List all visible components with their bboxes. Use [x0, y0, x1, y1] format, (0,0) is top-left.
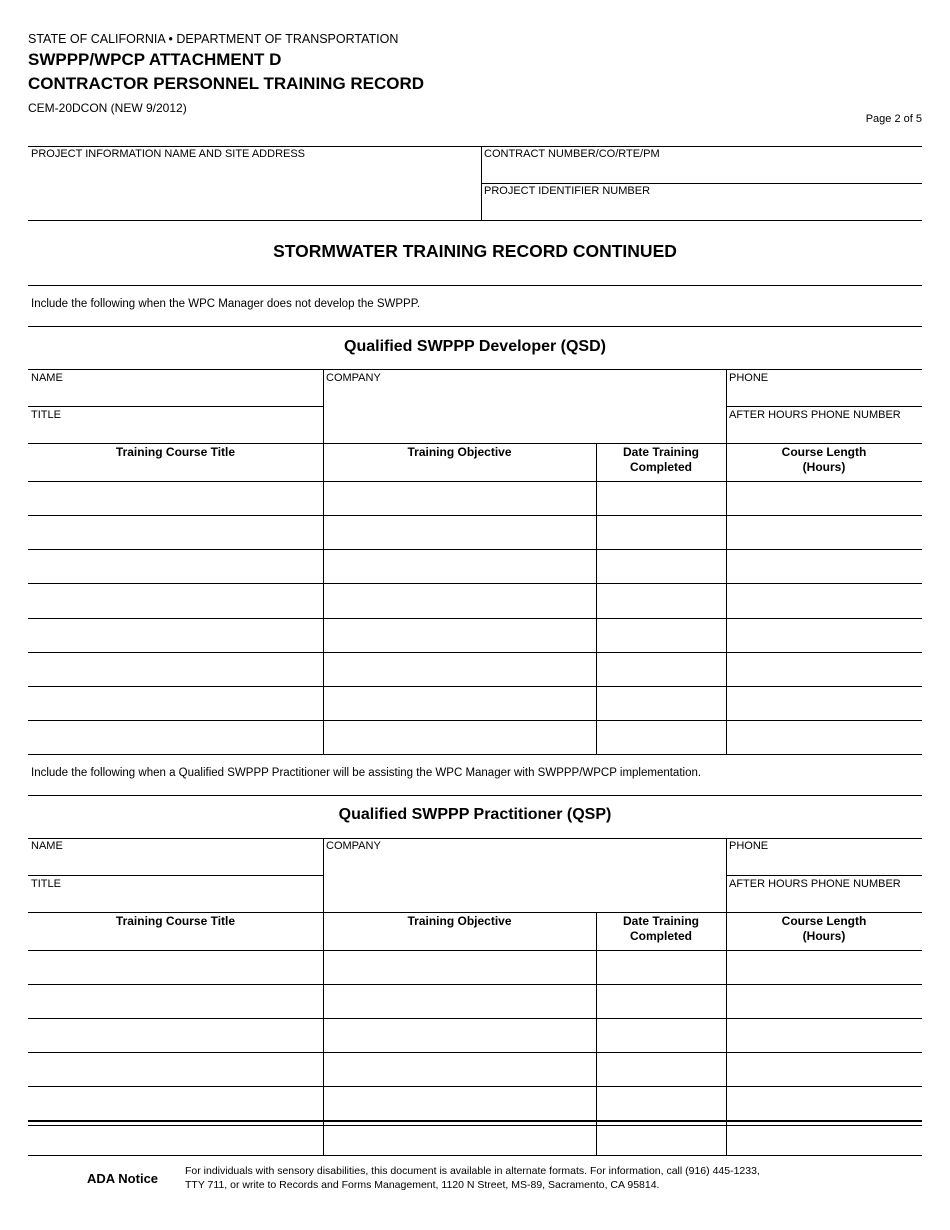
- qsd-title-field[interactable]: [28, 421, 322, 442]
- qsd-table-row[interactable]: [28, 721, 922, 754]
- ada-notice-label: ADA Notice: [87, 1171, 159, 1186]
- page-number: Page 2 of 5: [865, 113, 922, 125]
- qsd-phone-field[interactable]: [727, 384, 922, 405]
- qsd-name-label: NAME: [31, 372, 63, 384]
- qsd-name-field[interactable]: [28, 384, 322, 405]
- qsp-title-field[interactable]: [28, 890, 322, 911]
- qsp-table-row[interactable]: [28, 1087, 922, 1119]
- qsd-title-label: TITLE: [31, 409, 61, 421]
- qsp-col-length-line1: Course Length: [781, 914, 867, 928]
- qsd-section-title: Qualified SWPPP Developer (QSD): [344, 338, 606, 355]
- qsp-company-field[interactable]: [324, 853, 725, 911]
- qsd-col-length-line1: Course Length: [781, 445, 867, 459]
- contract-number-label: CONTRACT NUMBER/CO/RTE/PM: [484, 148, 660, 160]
- qsp-col-length: [726, 914, 922, 944]
- qsp-note: Include the following when a Qualified SWPPP Practitioner will be assisting the WPC Manager with SWPPP/WPCP implementation.: [31, 767, 702, 779]
- form-title-line1: SWPPP/WPCP ATTACHMENT D: [28, 50, 282, 69]
- qsd-table-row[interactable]: [28, 687, 922, 720]
- qsp-table-row[interactable]: [28, 1126, 922, 1155]
- qsd-col-course-title: Training Course Title: [115, 445, 236, 459]
- qsp-col-date: [596, 914, 726, 944]
- main-section-title: STORMWATER TRAINING RECORD CONTINUED: [273, 241, 677, 261]
- qsd-col-length-line2: (Hours): [802, 460, 846, 474]
- qsp-col-objective: Training Objective: [407, 914, 512, 928]
- ada-notice-text: [185, 1164, 760, 1192]
- form-title-line2: CONTRACTOR PERSONNEL TRAINING RECORD: [28, 74, 425, 93]
- project-name-address-field[interactable]: [28, 147, 480, 219]
- qsd-company-field[interactable]: [324, 384, 725, 442]
- qsp-name-label: NAME: [31, 840, 63, 852]
- contract-number-field[interactable]: [482, 160, 922, 182]
- qsp-after-hours-field[interactable]: [727, 890, 922, 911]
- qsd-table-row[interactable]: [28, 482, 922, 515]
- project-name-address-label: PROJECT INFORMATION NAME AND SITE ADDRESS: [31, 148, 306, 160]
- qsp-col-date-line2: Completed: [629, 929, 692, 943]
- qsp-name-field[interactable]: [28, 853, 322, 874]
- qsd-after-hours-label: AFTER HOURS PHONE NUMBER: [729, 409, 901, 421]
- qsp-title-label: TITLE: [31, 878, 61, 890]
- ada-notice-line2: TTY 711, or write to Records and Forms Management, 1120 N Street, MS-89, Sacramento, CA 95814.: [185, 1179, 660, 1191]
- qsp-section-title: Qualified SWPPP Practitioner (QSP): [338, 806, 612, 823]
- qsp-company-label: COMPANY: [326, 840, 381, 852]
- qsd-col-date-line1: Date Training: [622, 445, 699, 459]
- project-identifier-label: PROJECT IDENTIFIER NUMBER: [484, 185, 651, 197]
- qsp-phone-label: PHONE: [729, 840, 769, 852]
- qsd-table-row[interactable]: [28, 516, 922, 549]
- qsd-note: Include the following when the WPC Manager does not develop the SWPPP.: [31, 298, 421, 310]
- qsd-company-label: COMPANY: [326, 372, 381, 384]
- qsd-col-date-line2: Completed: [629, 460, 692, 474]
- qsp-table-row[interactable]: [28, 951, 922, 984]
- qsp-table-row[interactable]: [28, 985, 922, 1018]
- qsp-col-course-title: Training Course Title: [115, 914, 236, 928]
- qsp-after-hours-label: AFTER HOURS PHONE NUMBER: [729, 878, 901, 890]
- qsd-table-row[interactable]: [28, 584, 922, 618]
- qsd-col-length: [726, 445, 922, 475]
- agency-line: STATE OF CALIFORNIA • DEPARTMENT OF TRANSPORTATION: [28, 32, 399, 46]
- ada-notice-line1: For individuals with sensory disabilities, this document is available in alternate formats. For information, call (916) 445-1233,: [185, 1165, 760, 1177]
- qsd-table-row[interactable]: [28, 653, 922, 686]
- qsd-col-date: [596, 445, 726, 475]
- qsd-phone-label: PHONE: [729, 372, 769, 384]
- form-number: CEM-20DCON (NEW 9/2012): [28, 101, 187, 115]
- project-identifier-field[interactable]: [482, 197, 922, 219]
- qsp-table-row[interactable]: [28, 1053, 922, 1086]
- qsd-after-hours-field[interactable]: [727, 421, 922, 442]
- qsd-table-row[interactable]: [28, 619, 922, 652]
- qsp-phone-field[interactable]: [727, 853, 922, 874]
- qsd-table-row[interactable]: [28, 550, 922, 583]
- qsp-col-length-line2: (Hours): [802, 929, 846, 943]
- qsp-col-date-line1: Date Training: [622, 914, 699, 928]
- qsp-table-row[interactable]: [28, 1019, 922, 1052]
- qsd-col-objective: Training Objective: [407, 445, 512, 459]
